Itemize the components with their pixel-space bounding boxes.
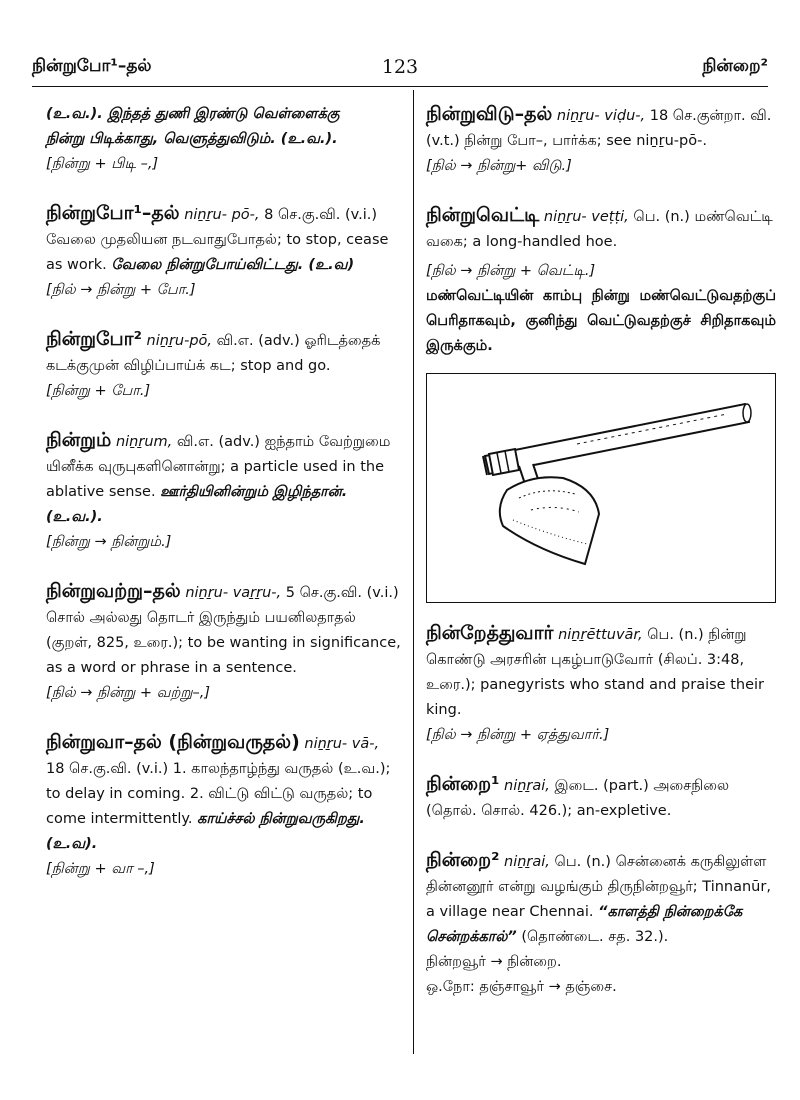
headword: நின்றை¹ (426, 773, 500, 795)
grammar-label: பெ. (n.) (554, 854, 611, 870)
etymology: [நில் → நின்று + வெட்டி.] (426, 263, 596, 279)
definition-1: 1. காலந்தாழ்ந்து வருதல் (உ.வ.); to delay in coming. (46, 761, 391, 802)
grammar-label: இடை. (part.) (554, 778, 649, 794)
etymology: [நின்று + போ.] (46, 383, 151, 399)
romanization: niṉṟēttuvār, (558, 627, 643, 643)
headword: நின்றுபோ¹–தல் (46, 202, 180, 224)
grammar-label: வி.எ. (adv.) (216, 333, 300, 349)
entry-ninrum (46, 428, 402, 555)
header-left-guideword: நின்றுபோ¹–தல் (32, 56, 152, 76)
definition: ஐந்தாம் வேற்றுமை யினீக்க வுருபுகளினொன்று; a particle used in the ablative sense. (46, 434, 391, 500)
example: வேலை நின்றுபோய்விட்டது. (உ.வ) (111, 257, 355, 273)
etymology: [நின்று + பிடி –,] (46, 156, 159, 172)
hoe-drawing (427, 374, 775, 600)
romanization: niṉṟu- viḍu-, (556, 108, 646, 124)
definition: சென்னைக் கருகிலுள்ள தின்னனூர் என்று வழங்கும் திருநின்றவூர்; Tinnanūr, a village near Chennai. (426, 854, 771, 920)
headword: நின்றுவிடு–தல் (426, 103, 553, 125)
right-column (426, 102, 776, 1024)
definition: நின்று கொண்டு அரசரின் புகழ்பாடுவோர் (சிலப். 3:48, உரை.); panegyrists who stand and praise their king. (426, 627, 765, 718)
grammar-label: 18 செ.கு.வி. (v.i.) (46, 761, 169, 777)
quotation: “காளத்தி நின்றைக்கே சென்றக்கால்” (426, 904, 743, 945)
page-number: 123 (381, 56, 419, 78)
entry-ninruvetti (426, 203, 776, 359)
entry-ninruvidu (426, 102, 776, 179)
grammar-label: 5 செ.கு.வி. (v.i.) (285, 585, 399, 601)
definition-2: 2. விட்டு விட்டு வருதல்; to come intermittently. (46, 786, 373, 827)
etymology-line-2: ஒ.நோ: தஞ்சாவூர் → தஞ்சை. (426, 979, 617, 995)
continued-text-line-2: நின்று பிடிக்காது, வெளுத்துவிடும். (உ.வ.). (46, 131, 338, 147)
headword: நின்றும் (46, 429, 112, 451)
left-column (46, 102, 402, 906)
etymology: [நில் → நின்று + வற்று–,] (46, 685, 211, 701)
grammar-label: 18 செ.குன்றா. வி. (v.t.) (426, 108, 772, 149)
page-header (32, 50, 768, 84)
romanization: niṉṟai, (504, 854, 550, 870)
entry-ninrai-2 (426, 848, 776, 1000)
header-right-guideword: நின்றை² (702, 56, 768, 76)
entry-ninrettuvar (426, 621, 776, 748)
grammar-label: வி.எ. (adv.) (176, 434, 260, 450)
romanization: niṉṟu- veṭṭi, (543, 209, 629, 225)
romanization: niṉṟum, (115, 434, 173, 450)
hoe-illustration (426, 373, 776, 603)
definition: மண்வெட்டி வகை; a long-handled hoe. (426, 209, 773, 250)
definition: சொல் அல்லது தொடர் இருந்தும் பயனிலதாதல் (குறள், 825, உரை.); to be wanting in significance, as a word or phrase in a sentence. (46, 610, 401, 676)
headword: நின்றை² (426, 849, 500, 871)
grammar-label: பெ. (n.) (633, 209, 690, 225)
etymology: [நில் → நின்று + ஏத்துவார்.] (426, 727, 610, 743)
entry-continued (46, 102, 402, 177)
definition: ஓரிடத்தைக் கடக்குமுன் விழிப்பாய்க் கட; stop and go. (46, 333, 381, 374)
header-rule (32, 86, 768, 87)
romanization: niṉṟu- vaṟṟu-, (185, 585, 282, 601)
entry-ninruva (46, 730, 402, 882)
headword: நின்றுவா–தல் (நின்றுவருதல்) (46, 731, 300, 753)
entry-ninrupo-2 (46, 327, 402, 404)
definition: அசைநிலை (தொல். சொல். 426.); an-expletive. (426, 778, 730, 819)
romanization: niṉṟu-pō, (146, 333, 213, 349)
usage-note: மண்வெட்டியின் காம்பு நின்று மண்வெட்டுவதற்குப் பெரிதாகவும், குனிந்து வெட்டுவதற்குச் சிறிதாகவும் இருக்கும். (426, 288, 776, 354)
grammar-label: பெ. (n.) (647, 627, 704, 643)
romanization: niṉṟu- vā-, (304, 736, 380, 752)
continued-text-line-1: (உ.வ.). இந்தத் துணி இரண்டு வெள்ளைக்கு (46, 106, 340, 122)
romanization: niṉṟai, (504, 778, 550, 794)
grammar-label: 8 செ.கு.வி. (v.i.) (264, 207, 378, 223)
entry-ninrai-1 (426, 772, 776, 824)
citation: (தொண்டை. சத. 32.). (521, 929, 669, 945)
etymology: [நின்று → நின்றும்.] (46, 534, 172, 550)
etymology: [நில் → நின்று + போ.] (46, 282, 196, 298)
example: காய்ச்சல் நின்றுவருகிறது. (உ.வ). (46, 811, 365, 852)
etymology: [நின்று + வா –,] (46, 861, 155, 877)
headword: நின்றுபோ² (46, 328, 142, 350)
column-divider (413, 90, 414, 1054)
entry-ninrupo-1 (46, 201, 402, 303)
entry-ninruvarru (46, 579, 402, 706)
etymology-line-1: நின்றவூர் → நின்றை. (426, 954, 562, 970)
headword: நின்றேத்துவார் (426, 622, 554, 644)
romanization: niṉṟu- pō-, (184, 207, 260, 223)
etymology: [நில் → நின்று+ விடு.] (426, 158, 572, 174)
example: ஊர்தியினின்றும் இழிந்தான். (உ.வ.). (46, 484, 348, 525)
definition: நின்று போ–, பார்க்க; see niṉṟu-pō-. (464, 133, 707, 149)
headword: நின்றுவற்று–தல் (46, 580, 181, 602)
headword: நின்றுவெட்டி (426, 204, 540, 226)
definition: வேலை முதலியன நடவாதுபோதல்; to stop, cease as work. (46, 232, 389, 273)
